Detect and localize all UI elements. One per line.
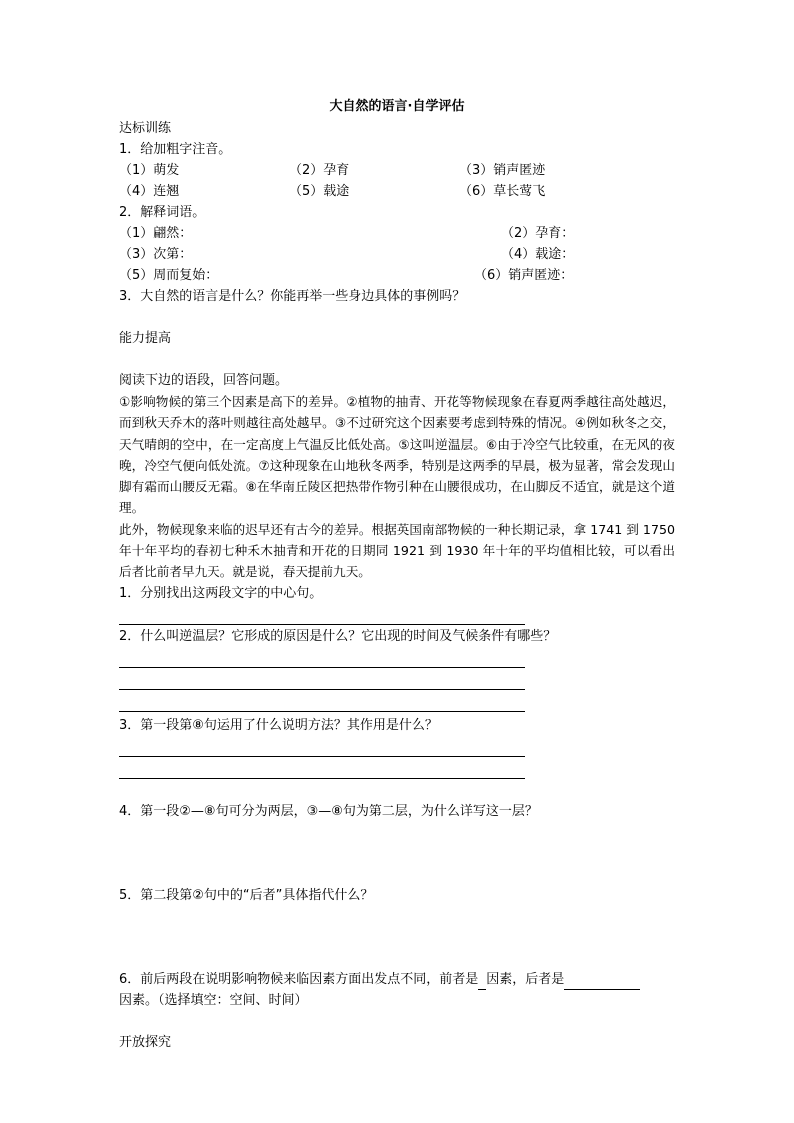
reading-instruction: 阅读下边的语段，回答问题。 [119, 373, 289, 388]
answer-line[interactable] [119, 669, 525, 690]
q2-row-1 [119, 223, 679, 244]
q2-item: （4）载途： [501, 247, 575, 262]
question-1: 1．给加粗字注音。 [119, 142, 232, 157]
question-3: 3．大自然的语言是什么？你能再举一些身边具体的事例吗？ [119, 289, 466, 304]
q2-item: （3）次第： [119, 247, 193, 262]
q1-item: （1）萌发 [119, 163, 180, 178]
q1-row-1 [119, 160, 679, 181]
q1-item: （3）销声匿迹 [459, 163, 546, 178]
q1-item: （6）草长莺飞 [459, 184, 546, 199]
question-2: 2．解释词语。 [119, 205, 206, 220]
q2-row-2 [119, 244, 679, 265]
section-heading-ability: 能力提高 [119, 331, 172, 346]
reading-question-6 [119, 969, 679, 990]
page-title: 大自然的语言·自学评估 [329, 99, 465, 114]
section-heading-open: 开放探究 [119, 1034, 172, 1050]
q1-row-2 [119, 181, 679, 202]
answer-line[interactable] [119, 604, 525, 625]
answer-line[interactable] [119, 736, 525, 757]
q6-text-b: 因素，后者是 [486, 971, 565, 987]
q2-item: （1）翩然： [119, 226, 193, 241]
answer-line[interactable] [119, 758, 525, 779]
q2-item: （6）销声匿迹： [474, 268, 574, 283]
section-heading-practice: 达标训练 [119, 121, 172, 136]
worksheet [119, 96, 679, 1053]
q2-item: （2）孕育： [501, 226, 575, 241]
q2-item: （5）周而复始： [119, 268, 219, 283]
answer-blank[interactable] [564, 975, 640, 990]
q6-text-c: 因素。（选择填空：空间、时间） [119, 992, 308, 1008]
reading-passage-2: 此外，物候现象来临的迟早还有古今的差异。根据英国南部物候的一种长期记录，拿 1741 到 1750 年十年平均的春初七种禾木抽青和开花的日期同 1921 到 1930 年十年的平均值相比较，可以看出后者比前者早九天。就是说，春天提前九天。 [119, 521, 675, 580]
q1-item: （4）连翘 [119, 184, 180, 199]
reading-question-4: 4．第一段②—⑧句可分为两层，③—⑧句为第二层，为什么详写这一层？ [119, 803, 538, 819]
reading-passage-1: ①影响物候的第三个因素是高下的差异。②植物的抽青、开花等物候现象在春夏两季越往高处越迟，而到秋天乔木的落叶则越往高处越早。③不过研究这个因素要考虑到特殊的情况。④例如秋冬之交，天气晴朗的空中，在一定高度上气温反比低处高。⑤这叫逆温层。⑥由于冷空气比较重，在无风的夜晚，冷空气便向低处流。⑦这种现象在山地秋冬两季，特别是这两季的早晨，极为显著，常会发现山脚有霜而山腰反无霜。⑧在华南丘陵区把热带作物引种在山腰很成功，在山脚反不适宜，就是这个道理。 [119, 394, 675, 516]
answer-line[interactable] [119, 647, 525, 668]
q2-row-3 [119, 265, 679, 286]
reading-question-2: 2．什么叫逆温层？它形成的原因是什么？它出现的时间及气候条件有哪些？ [119, 628, 557, 644]
answer-line[interactable] [119, 691, 525, 712]
reading-question-3: 3．第一段第⑧句运用了什么说明方法？其作用是什么？ [119, 717, 438, 733]
q1-item: （5）载途 [289, 184, 350, 199]
q6-text-a: 6．前后两段在说明影响物候来临因素方面出发点不同，前者是 [119, 971, 479, 987]
reading-question-5: 5．第二段第②句中的“后者”具体指代什么？ [119, 887, 374, 903]
reading-question-1: 1．分别找出这两段文字的中心句。 [119, 585, 323, 601]
q1-item: （2）孕育 [289, 163, 350, 178]
